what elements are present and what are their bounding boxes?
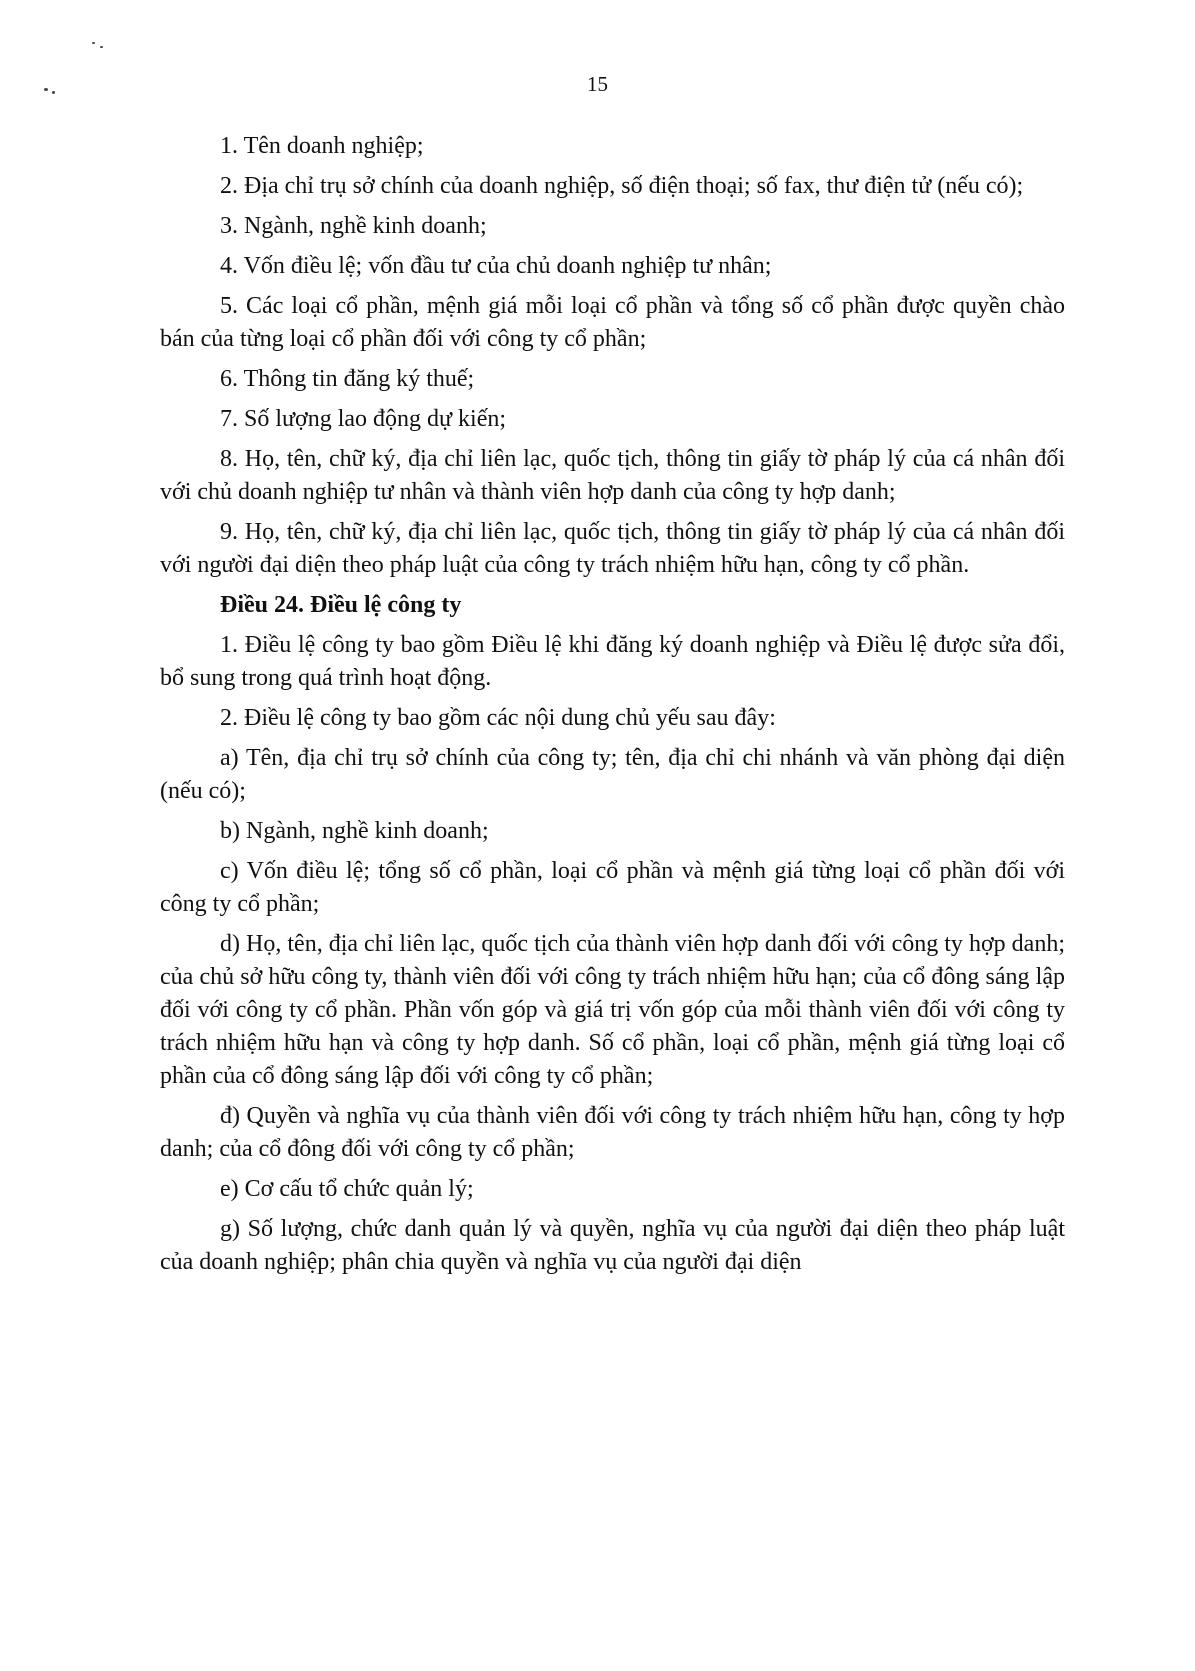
list-item: 5. Các loại cổ phần, mệnh giá mỗi loại cổ phần và tổng số cổ phần được quyền chào bán của từng loại cổ phần đối với công ty cổ phần; — [160, 293, 1065, 352]
clause-item: d) Họ, tên, địa chỉ liên lạc, quốc tịch của thành viên hợp danh đối với công ty hợp danh; của chủ sở hữu công ty, thành viên đối với công ty trách nhiệm hữu hạn; của cổ đông sáng lập đối với công ty cổ phần. Phần vốn góp và giá trị vốn góp của mỗi thành viên đối với công ty trách nhiệm hữu hạn và công ty hợp danh. Số cổ phần, loại cổ phần, mệnh giá từng loại cổ phần của cổ đông sáng lập đối với công ty cổ phần; — [160, 931, 1065, 1089]
page-number: 15 — [587, 72, 608, 96]
list-item: 9. Họ, tên, chữ ký, địa chỉ liên lạc, quốc tịch, thông tin giấy tờ pháp lý của cá nhân đối với người đại diện theo pháp luật của công ty trách nhiệm hữu hạn, công ty cổ phần. — [160, 519, 1065, 578]
clause-item: g) Số lượng, chức danh quản lý và quyền, nghĩa vụ của người đại diện theo pháp luật của doanh nghiệp; phân chia quyền và nghĩa vụ của người đại diện — [160, 1216, 1065, 1275]
clause-item: a) Tên, địa chỉ trụ sở chính của công ty; tên, địa chỉ chi nhánh và văn phòng đại diện (nếu có); — [160, 745, 1065, 804]
list-item: 1. Tên doanh nghiệp; — [220, 133, 424, 159]
clause-item: đ) Quyền và nghĩa vụ của thành viên đối với công ty trách nhiệm hữu hạn, công ty hợp danh; của cổ đông đối với công ty cổ phần; — [160, 1103, 1065, 1162]
article-heading: Điều 24. Điều lệ công ty — [220, 592, 462, 618]
list-item: 8. Họ, tên, chữ ký, địa chỉ liên lạc, quốc tịch, thông tin giấy tờ pháp lý của cá nhân đối với chủ doanh nghiệp tư nhân và thành viên hợp danh của công ty hợp danh; — [160, 446, 1065, 505]
list-item: 4. Vốn điều lệ; vốn đầu tư của chủ doanh nghiệp tư nhân; — [220, 253, 772, 279]
list-item: 2. Địa chỉ trụ sở chính của doanh nghiệp, số điện thoại; số fax, thư điện tử (nếu có); — [220, 173, 1024, 199]
list-item: 6. Thông tin đăng ký thuế; — [220, 366, 475, 392]
clause-item: e) Cơ cấu tổ chức quản lý; — [220, 1176, 474, 1202]
document-body — [160, 130, 1065, 1286]
list-item: 3. Ngành, nghề kinh doanh; — [220, 213, 487, 239]
clause-item: c) Vốn điều lệ; tổng số cổ phần, loại cổ phần và mệnh giá từng loại cổ phần đối với công ty cổ phần; — [160, 858, 1065, 917]
clause-item: 2. Điều lệ công ty bao gồm các nội dung chủ yếu sau đây: — [220, 705, 776, 731]
clause-item: b) Ngành, nghề kinh doanh; — [220, 818, 489, 844]
list-item: 7. Số lượng lao động dự kiến; — [220, 406, 507, 432]
clause-item: 1. Điều lệ công ty bao gồm Điều lệ khi đăng ký doanh nghiệp và Điều lệ được sửa đổi, bổ sung trong quá trình hoạt động. — [160, 632, 1065, 691]
